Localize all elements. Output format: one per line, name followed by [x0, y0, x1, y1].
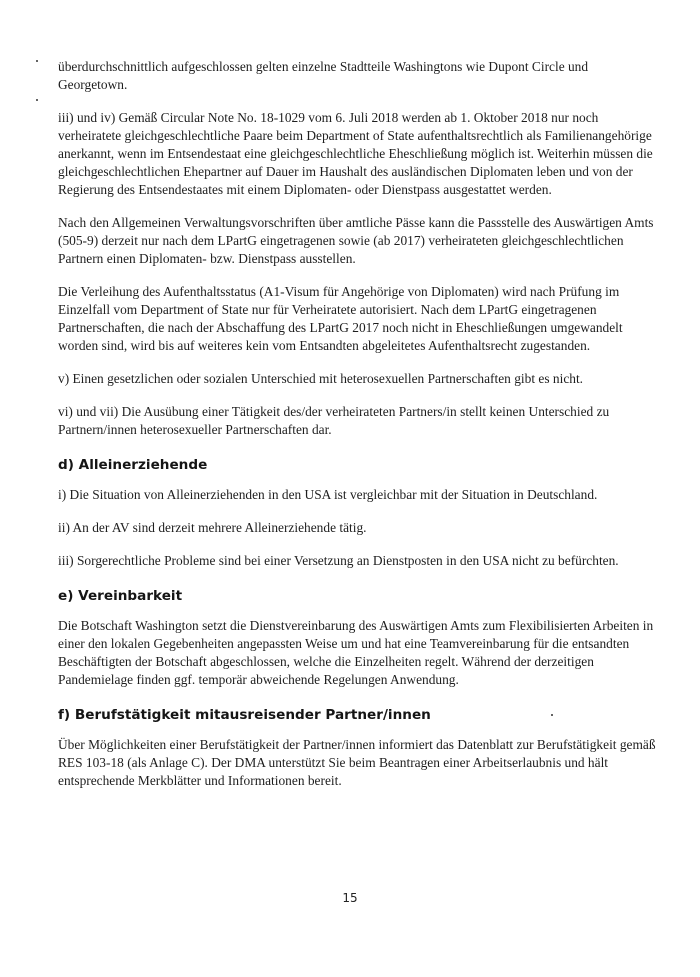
scan-speck [36, 60, 38, 62]
body-paragraph: vi) und vii) Die Ausübung einer Tätigkeit des/der verheirateten Partners/in stellt keinen Unterschied zu Partnern/innen heterosexueller Partnerschaften dar. [58, 404, 610, 437]
document-body [58, 58, 658, 790]
body-paragraph: überdurchschnittlich aufgeschlossen gelten einzelne Stadtteile Washingtons wie Dupont Circle und Georgetown. [58, 59, 589, 92]
scan-speck [36, 99, 38, 101]
page-number: 15 [342, 891, 358, 905]
section-heading-berufstaetigkeit: f) Berufstätigkeit mitausreisender Partner/innen [58, 707, 431, 723]
body-paragraph: ii) An der AV sind derzeit mehrere Alleinerziehende tätig. [58, 520, 367, 535]
section-heading-alleinerziehende: d) Alleinerziehende [58, 457, 208, 473]
body-paragraph: Über Möglichkeiten einer Berufstätigkeit der Partner/innen informiert das Datenblatt zur Berufstätigkeit gemäß RES 103-18 (als Anlage C). Der DMA unterstützt Sie beim Beantragen einer Arbeitserlaubnis und hält entsprechende Merkblätter und Informationen bereit. [58, 737, 656, 788]
section-heading-vereinbarkeit: e) Vereinbarkeit [58, 588, 183, 604]
body-paragraph: Nach den Allgemeinen Verwaltungsvorschriften über amtliche Pässe kann die Passstelle des Auswärtigen Amts (505-9) derzeit nur nach dem LPartG eingetragenen sowie (ab 2017) verheirateten gleichgeschlechtlichen Partnern einen Diplomaten- bzw. Dienstpass ausstellen. [58, 215, 654, 266]
body-paragraph: iii) und iv) Gemäß Circular Note No. 18-1029 vom 6. Juli 2018 werden ab 1. Oktober 2018 nur noch verheiratete gleichgeschlechtliche Paare beim Department of State aufenthaltsrechtlich als Familienangehörige anerkannt, wenn im Entsendestaat eine gleichgeschlechtliche Eheschließung möglich ist. Weiterhin müssen die gleichgeschlechtlichen Ehepartner auf Dauer im Haushalt des ausländischen Diplomaten leben und von der Regierung des Entsendestaates mit einem Diplomaten- oder Dienstpass ausgestattet werden. [58, 110, 653, 197]
body-paragraph: iii) Sorgerechtliche Probleme sind bei einer Versetzung an Dienstposten in den USA nicht zu befürchten. [58, 553, 619, 568]
body-paragraph: Die Verleihung des Aufenthaltsstatus (A1-Visum für Angehörige von Diplomaten) wird nach Prüfung im Einzelfall vom Department of State nur für Verheiratete autorisiert. Nach dem LPartG eingetragenen Partnerschaften, die nach der Abschaffung des LPartG 2017 noch nicht in Eheschließungen umgewandelt worden sind, wird bis auf weiteres kein vom Entsandten abgeleitetes Aufenthaltsrecht zugestanden. [58, 284, 623, 353]
body-paragraph: i) Die Situation von Alleinerziehenden in den USA ist vergleichbar mit der Situation in Deutschland. [58, 487, 598, 502]
body-paragraph: v) Einen gesetzlichen oder sozialen Unterschied mit heterosexuellen Partnerschaften gibt es nicht. [58, 371, 584, 386]
body-paragraph: Die Botschaft Washington setzt die Dienstvereinbarung des Auswärtigen Amts zum Flexibilisierten Arbeiten in einer den lokalen Gegebenheiten angepassten Weise um und hat eine Teamvereinbarung für die entsandten Beschäftigten der Botschaft abgeschlossen, welche die Einzelheiten regelt. Während der derzeitigen Pandemielage finden ggf. temporär abweichende Regelungen Anwendung. [58, 618, 654, 687]
